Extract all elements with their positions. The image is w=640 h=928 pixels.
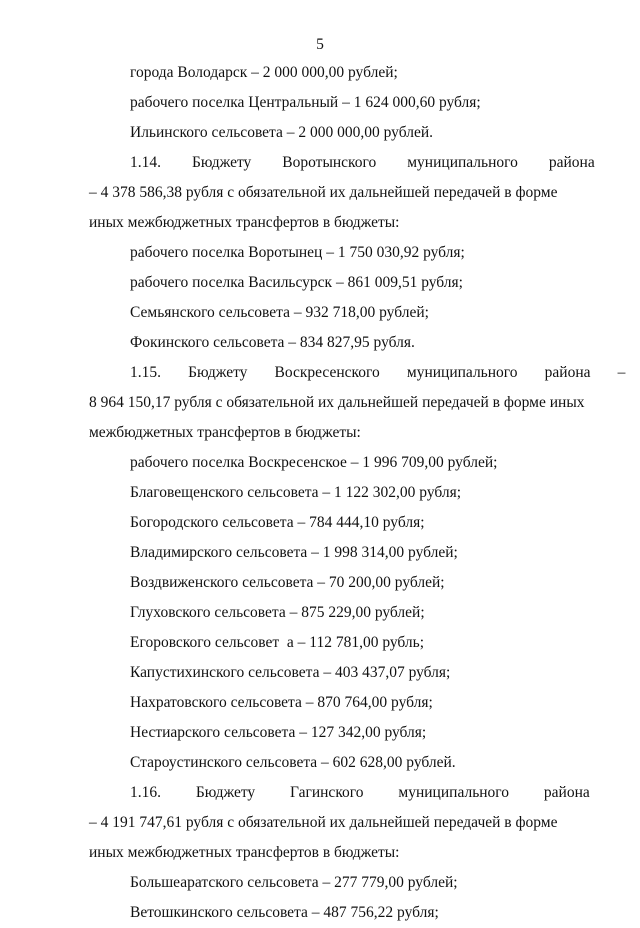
- text-line: Староустинского сельсовета – 602 628,00 рублей.: [130, 754, 456, 771]
- section-heading-1-15: 1.15. Бюджету Воскресенского муниципального района –: [130, 364, 626, 381]
- section-heading-1-14: 1.14. Бюджету Воротынского муниципального района: [130, 154, 595, 171]
- text-line: Егоровского сельсовет а – 112 781,00 рубль;: [130, 634, 425, 651]
- text-line: Ветошкинского сельсовета – 487 756,22 рубля;: [130, 904, 439, 921]
- text-line: Фокинского сельсовета – 834 827,95 рубля.: [130, 334, 415, 351]
- text-line: Нестиарского сельсовета – 127 342,00 рубля;: [130, 724, 427, 741]
- text-line: Нахратовского сельсовета – 870 764,00 рубля;: [130, 694, 433, 711]
- text-line: иных межбюджетных трансфертов в бюджеты:: [89, 844, 400, 861]
- text-line: рабочего поселка Воскресенское – 1 996 709,00 рублей;: [130, 454, 498, 471]
- text-line: города Володарск – 2 000 000,00 рублей;: [130, 64, 398, 81]
- text-line: – 4 191 747,61 рубля с обязательной их дальнейшей передачей в форме: [89, 814, 558, 831]
- document-body: [89, 58, 626, 928]
- section-heading-1-16: 1.16. Бюджету Гагинского муниципального района: [130, 784, 590, 801]
- text-line: Воздвиженского сельсовета – 70 200,00 рублей;: [130, 574, 445, 591]
- text-line: – 4 378 586,38 рубля с обязательной их дальнейшей передачей в форме: [89, 184, 558, 201]
- text-line: 8 964 150,17 рубля с обязательной их дальнейшей передачей в форме иных: [89, 394, 585, 411]
- text-line: Благовещенского сельсовета – 1 122 302,00 рубля;: [130, 484, 462, 501]
- text-line: межбюджетных трансфертов в бюджеты:: [89, 424, 361, 441]
- text-line: рабочего поселка Центральный – 1 624 000,60 рубля;: [130, 94, 481, 111]
- text-line: рабочего поселка Воротынец – 1 750 030,92 рубля;: [130, 244, 465, 261]
- text-line: Большеаратского сельсовета – 277 779,00 рублей;: [130, 874, 458, 891]
- text-line: Ильинского сельсовета – 2 000 000,00 рублей.: [130, 124, 434, 141]
- text-line: иных межбюджетных трансфертов в бюджеты:: [89, 214, 400, 231]
- text-line: Капустихинского сельсовета – 403 437,07 рубля;: [130, 664, 451, 681]
- text-line: Семьянского сельсовета – 932 718,00 рублей;: [130, 304, 429, 321]
- page-number: 5: [316, 36, 324, 53]
- text-line: рабочего поселка Васильсурск – 861 009,51 рубля;: [130, 274, 463, 291]
- text-line: Богородского сельсовета – 784 444,10 рубля;: [130, 514, 425, 531]
- text-line: Глуховского сельсовета – 875 229,00 рублей;: [130, 604, 425, 621]
- text-line: Владимирского сельсовета – 1 998 314,00 рублей;: [130, 544, 458, 561]
